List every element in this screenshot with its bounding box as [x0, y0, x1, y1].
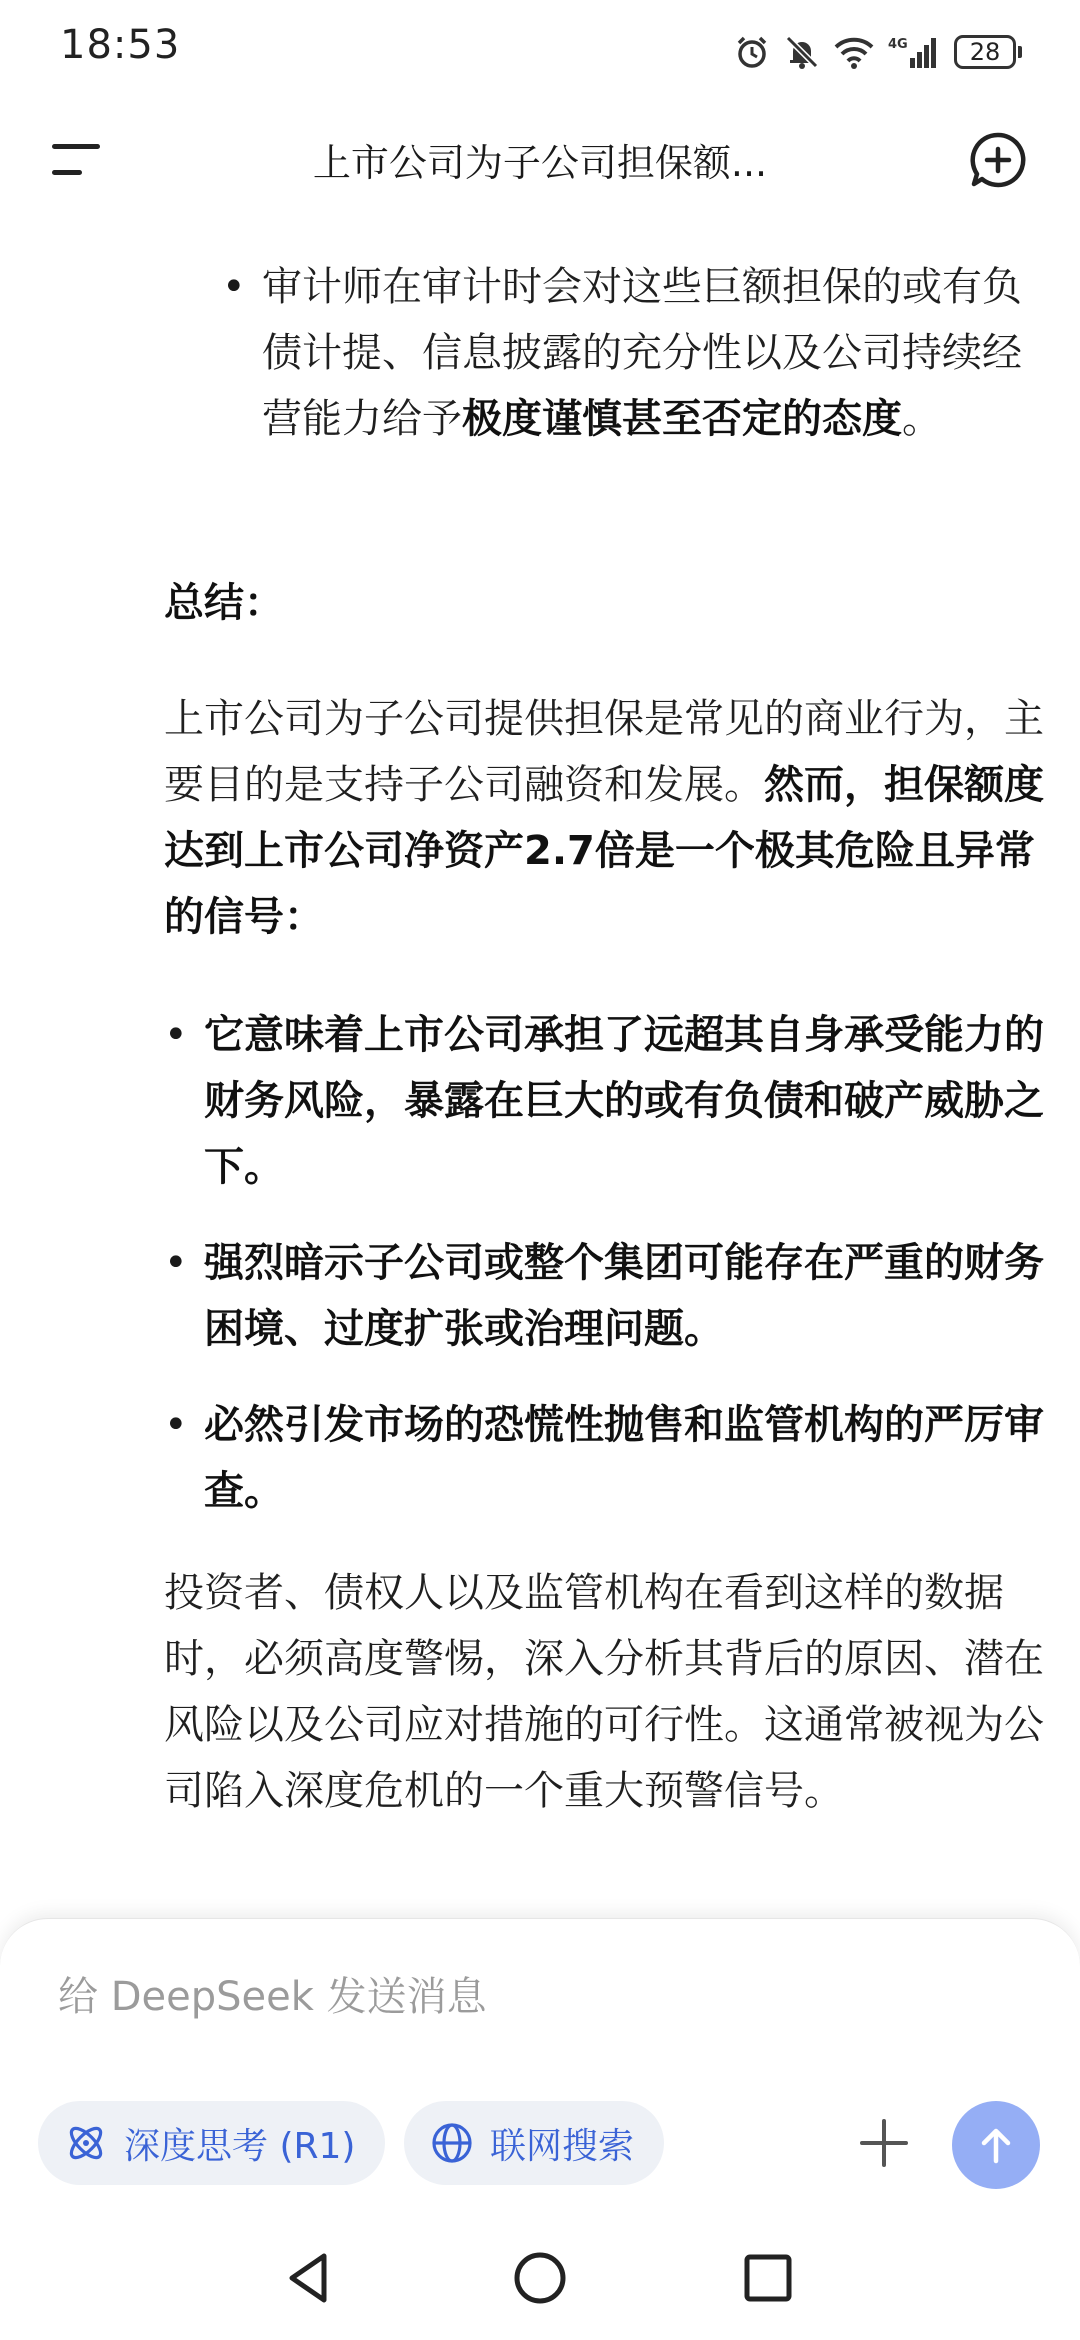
list-item: [164, 1392, 1044, 1524]
deep-think-label: 深度思考 (R1): [124, 2125, 356, 2167]
arrow-up-icon: [974, 2123, 1018, 2167]
page-title: 上市公司为子公司担保额...: [312, 141, 768, 185]
list-item-text: 审计师在审计时会对这些巨额担保的或有负债计提、信息披露的充分性以及公司持续经营能力给予极度谨慎甚至否定的态度。: [262, 264, 1022, 442]
cellular-signal-icon: [888, 34, 940, 70]
battery-indicator: [954, 35, 1022, 69]
plus-icon: [856, 2115, 912, 2171]
back-button[interactable]: [280, 2248, 340, 2308]
recents-button[interactable]: [738, 2248, 798, 2308]
message-composer: [0, 1918, 1080, 2208]
back-triangle-icon: [280, 2248, 340, 2308]
battery-level: 28: [954, 35, 1016, 69]
list-item-text: 强烈暗示子公司或整个集团可能存在严重的财务困境、过度扩张或治理问题。: [204, 1240, 1044, 1352]
web-search-toggle[interactable]: [404, 2101, 664, 2185]
new-chat-button[interactable]: [968, 130, 1028, 190]
summary-heading: 总结：: [164, 580, 284, 626]
wifi-icon: [834, 35, 874, 69]
list-item: [164, 1230, 1044, 1362]
menu-icon: [50, 140, 104, 180]
new-chat-icon: [968, 130, 1028, 190]
deep-think-toggle[interactable]: [38, 2101, 385, 2185]
chat-message-content: [0, 216, 1080, 1916]
network-type: 4G: [888, 37, 908, 52]
bullet-dot: •: [164, 1402, 188, 1448]
globe-icon: [430, 2121, 474, 2165]
atom-icon: [64, 2121, 108, 2165]
menu-button[interactable]: [50, 140, 104, 180]
list-item: [222, 254, 1022, 452]
summary-paragraph: 上市公司为子公司提供担保是常见的商业行为，主要目的是支持子公司融资和发展。然而，担保额度达到上市公司净资产2.7倍是一个极其危险且异常的信号：: [164, 696, 1044, 940]
list-item-text: 必然引发市场的恐慌性抛售和监管机构的严厉审查。: [204, 1402, 1044, 1514]
status-bar: [0, 0, 1080, 104]
message-input[interactable]: 给 DeepSeek 发送消息: [58, 1974, 487, 2020]
web-search-label: 联网搜索: [490, 2125, 635, 2167]
status-time: 18:53: [60, 22, 181, 68]
list-item-text: 它意味着上市公司承担了远超其自身承受能力的财务风险，暴露在巨大的或有负债和破产威胁之下。: [204, 1012, 1044, 1190]
top-nav: [0, 104, 1080, 216]
add-attachment-button[interactable]: [856, 2115, 912, 2171]
alarm-icon: [734, 34, 770, 70]
bullet-dot: •: [164, 1012, 188, 1058]
status-icons: [734, 30, 1022, 74]
list-item: [164, 1002, 1044, 1200]
recents-square-icon: [738, 2248, 798, 2308]
system-nav-bar: [0, 2208, 1080, 2340]
home-circle-icon: [510, 2248, 570, 2308]
bullet-dot: •: [222, 264, 246, 310]
send-button[interactable]: [952, 2101, 1040, 2189]
bullet-dot: •: [164, 1240, 188, 1286]
mute-bell-icon: [784, 34, 820, 70]
home-button[interactable]: [510, 2248, 570, 2308]
closing-paragraph: 投资者、债权人以及监管机构在看到这样的数据时，必须高度警惕，深入分析其背后的原因、潜在风险以及公司应对措施的可行性。这通常被视为公司陷入深度危机的一个重大预警信号。: [164, 1570, 1044, 1814]
